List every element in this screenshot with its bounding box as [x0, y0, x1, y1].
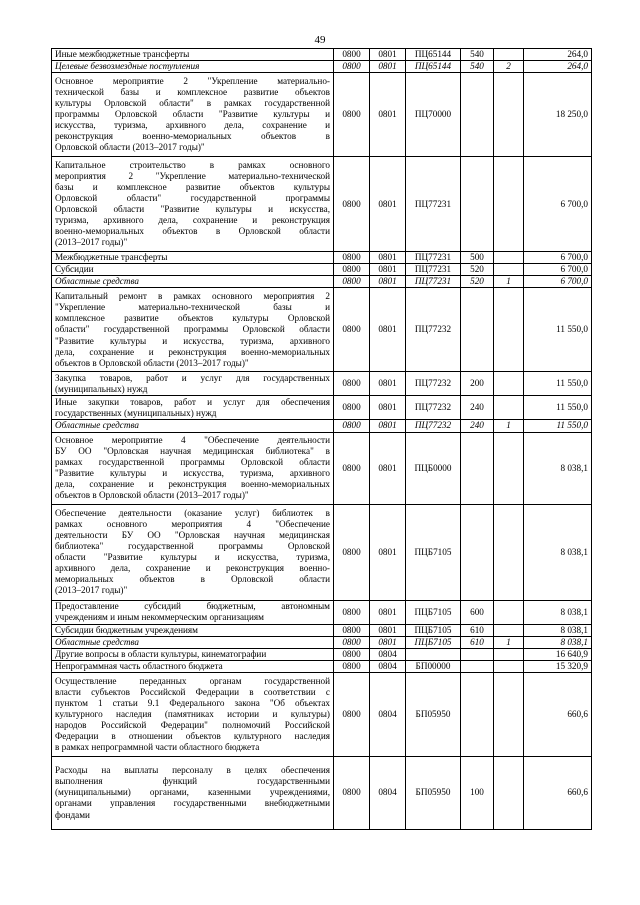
expense-type-cell: 600 [461, 600, 494, 624]
amount-cell: 6 700,0 [524, 264, 592, 276]
expense-name-line: культуры Орловской области" в рамках государственной [55, 98, 330, 109]
section-code-cell: 0800 [334, 504, 370, 600]
expense-name-line: Орловской области" государственной программы [55, 193, 330, 204]
source-code-cell: 1 [494, 420, 524, 432]
expense-name-line: государственных (муниципальных) нужд [55, 407, 217, 418]
target-item-cell: ПЦ77232 [406, 420, 461, 432]
subsection-code-cell: 0801 [370, 420, 406, 432]
page-number: 49 [314, 34, 326, 46]
expense-name-line: дела, сохранение и реконструкция военно-мемориальных [55, 479, 330, 490]
expense-name-line: искусства, туризма, архивного дела, сохранение и [55, 120, 330, 131]
expense-name-line: Осуществление переданных органам государственной [55, 675, 330, 686]
expense-type-cell [461, 432, 494, 504]
expense-name-line: библиотека" государственной программы Орловской [55, 540, 330, 551]
table-row [52, 648, 592, 660]
expense-type-cell: 240 [461, 420, 494, 432]
expense-name-cell [52, 73, 334, 157]
expense-name-line: БУ ОО "Орловская научная медицинская библиотека" в [55, 445, 330, 456]
expense-name-line: рамках государственной программы Орловской области [55, 456, 330, 467]
amount-cell: 11 550,0 [524, 372, 592, 396]
table-row [52, 600, 592, 624]
target-item-cell: ПЦ77231 [406, 264, 461, 276]
subsection-code-cell: 0801 [370, 504, 406, 600]
section-code-cell: 0800 [334, 372, 370, 396]
expense-type-cell: 240 [461, 396, 494, 420]
section-code-cell: 0800 [334, 276, 370, 288]
expense-type-cell [461, 504, 494, 600]
expense-name-cell [52, 600, 334, 624]
target-item-cell: ПЦ77232 [406, 396, 461, 420]
source-code-cell [494, 672, 524, 756]
subsection-code-cell: 0801 [370, 264, 406, 276]
subsection-code-cell: 0801 [370, 73, 406, 157]
expense-type-cell: 520 [461, 264, 494, 276]
expense-name-line: деятельности БУ ОО "Орловская научная медицинская [55, 529, 330, 540]
table-row [52, 756, 592, 829]
expense-type-cell: 200 [461, 372, 494, 396]
target-item-cell: ПЦ65144 [406, 49, 461, 61]
expense-name-line: Федерации в отношении объектов культурного наследия [55, 731, 330, 742]
target-item-cell: БП05950 [406, 672, 461, 756]
expense-type-cell [461, 660, 494, 672]
subsection-code-cell: 0801 [370, 432, 406, 504]
target-item-cell: ПЦБ7105 [406, 636, 461, 648]
target-item-cell [406, 648, 461, 660]
expense-name-line: "Развитие культуры и искусства, туризма, архивного [55, 335, 330, 346]
expense-name-line: Расходы на выплаты персоналу в целях обеспечения [55, 765, 330, 776]
amount-cell: 6 700,0 [524, 252, 592, 264]
source-code-cell [494, 756, 524, 829]
target-item-cell: ПЦБ0000 [406, 432, 461, 504]
expense-name-cell [52, 396, 334, 420]
expense-name-line: Иные закупки товаров, работ и услуг для обеспечения [55, 396, 330, 407]
table-row [52, 636, 592, 648]
table-row [52, 73, 592, 157]
target-item-cell: ПЦ77232 [406, 288, 461, 372]
expense-name-line: программы Орловской области "Развитие культуры и [55, 109, 330, 120]
amount-cell: 16 640,9 [524, 648, 592, 660]
amount-cell: 11 550,0 [524, 420, 592, 432]
expense-name-line: Иные межбюджетные трансферты [55, 49, 190, 59]
subsection-code-cell: 0804 [370, 672, 406, 756]
table-row [52, 660, 592, 672]
table-row [52, 624, 592, 636]
expense-type-cell [461, 157, 494, 252]
amount-cell: 660,6 [524, 672, 592, 756]
expense-name-line: органами управления государственными внебюджетными [55, 798, 330, 809]
section-code-cell: 0800 [334, 73, 370, 157]
subsection-code-cell: 0801 [370, 600, 406, 624]
expense-name-line: Другие вопросы в области культуры, кинематографии [55, 648, 267, 659]
subsection-code-cell: 0801 [370, 157, 406, 252]
source-code-cell [494, 73, 524, 157]
target-item-cell: БП05950 [406, 756, 461, 829]
expense-name-line: народов Российской Федерации" полномочий Российской [55, 719, 330, 730]
expense-name-line: мемориальных объектов в Орловской области [55, 574, 330, 585]
amount-cell: 264,0 [524, 49, 592, 61]
expense-name-line: реконструкция военно-мемориальных объектов в [55, 131, 330, 142]
expense-name-line: области "Развитие культуры и искусства, туризма, [55, 552, 330, 563]
expense-name-line: в рамках непрограммной части областного бюджета [55, 742, 260, 753]
expense-type-cell: 540 [461, 61, 494, 73]
expense-name-cell [52, 252, 334, 264]
subsection-code-cell: 0801 [370, 372, 406, 396]
expense-name-cell [52, 61, 334, 73]
table-row [52, 672, 592, 756]
expense-name-line: Основное мероприятие 4 "Обеспечение деятельности [55, 434, 330, 445]
expense-name-line: (муниципальных) нужд [55, 383, 148, 394]
expense-type-cell: 610 [461, 636, 494, 648]
expense-name-cell [52, 288, 334, 372]
expense-name-line: Основное мероприятие 2 "Укрепление материально- [55, 75, 330, 86]
table-row [52, 61, 592, 73]
source-code-cell [494, 396, 524, 420]
source-code-cell [494, 288, 524, 372]
budget-table [51, 48, 592, 830]
table-row [52, 252, 592, 264]
expense-name-line: Непрограммная часть областного бюджета [55, 660, 223, 671]
expense-name-line: объектов в Орловской области (2013–2017 годы)" [55, 357, 249, 368]
expense-name-cell [52, 504, 334, 600]
section-code-cell: 0800 [334, 49, 370, 61]
subsection-code-cell: 0801 [370, 276, 406, 288]
expense-name-cell [52, 420, 334, 432]
source-code-cell [494, 504, 524, 600]
target-item-cell: ПЦ77231 [406, 157, 461, 252]
amount-cell: 8 038,1 [524, 600, 592, 624]
expense-name-line: рамках основного мероприятия 4 "Обеспечение [55, 518, 330, 529]
expense-name-line: Капитальный ремонт в рамках основного мероприятия 2 [55, 291, 330, 302]
expense-name-line: Субсидии бюджетным учреждениям [55, 624, 198, 635]
target-item-cell: ПЦ70000 [406, 73, 461, 157]
section-code-cell: 0800 [334, 636, 370, 648]
expense-name-line: (муниципальными) органами, казенными учреждениями, [55, 787, 330, 798]
target-item-cell: ПЦ65144 [406, 61, 461, 73]
target-item-cell: ПЦБ7105 [406, 504, 461, 600]
expense-name-line: объектов в Орловской области (2013–2017 годы)" [55, 490, 249, 501]
expense-name-line: архивного дела, сохранение и реконструкция военно- [55, 563, 330, 574]
expense-name-line: Орловской области "Развитие культуры и искусства, [55, 204, 330, 215]
subsection-code-cell: 0801 [370, 49, 406, 61]
expense-type-cell: 500 [461, 252, 494, 264]
amount-cell: 15 320,9 [524, 660, 592, 672]
expense-name-cell [52, 648, 334, 660]
expense-type-cell: 540 [461, 49, 494, 61]
expense-name-cell [52, 624, 334, 636]
expense-name-cell [52, 264, 334, 276]
expense-name-line: Областные средства [55, 636, 140, 647]
section-code-cell: 0800 [334, 660, 370, 672]
source-code-cell: 1 [494, 276, 524, 288]
expense-name-cell [52, 157, 334, 252]
expense-name-line: комплексное развитие объектов культуры Орловской [55, 313, 330, 324]
table-row [52, 504, 592, 600]
target-item-cell: ПЦ77231 [406, 276, 461, 288]
expense-type-cell: 610 [461, 624, 494, 636]
source-code-cell [494, 624, 524, 636]
amount-cell: 8 038,1 [524, 624, 592, 636]
expense-name-cell [52, 672, 334, 756]
amount-cell: 6 700,0 [524, 276, 592, 288]
amount-cell: 660,6 [524, 756, 592, 829]
source-code-cell [494, 600, 524, 624]
source-code-cell [494, 648, 524, 660]
expense-name-line: технической базы и комплексное развитие объектов [55, 86, 330, 97]
expense-name-line: базы и комплексное развитие объектов культуры [55, 182, 330, 192]
expense-name-line: военно-мемориальных объектов в Орловской области [55, 226, 330, 237]
subsection-code-cell: 0804 [370, 756, 406, 829]
expense-type-cell [461, 648, 494, 660]
expense-name-cell [52, 372, 334, 396]
target-item-cell: БП00000 [406, 660, 461, 672]
expense-name-line: выполнения функций государственными [55, 776, 330, 787]
amount-cell: 8 038,1 [524, 504, 592, 600]
source-code-cell: 1 [494, 636, 524, 648]
expense-name-line: Областные средства [55, 276, 140, 287]
table-row [52, 157, 592, 252]
expense-name-line: "Развитие культуры и искусства, туризма, архивного [55, 468, 330, 479]
expense-name-line: дела, сохранение и реконструкция военно-мемориальных [55, 346, 330, 357]
amount-cell: 6 700,0 [524, 157, 592, 252]
expense-name-line: Обеспечение деятельности (оказание услуг) библиотек в [55, 507, 330, 518]
target-item-cell: ПЦБ7105 [406, 600, 461, 624]
expense-name-cell [52, 636, 334, 648]
subsection-code-cell: 0804 [370, 660, 406, 672]
expense-name-cell [52, 660, 334, 672]
subsection-code-cell: 0804 [370, 648, 406, 660]
expense-name-line: области" государственной программы Орловской области [55, 324, 330, 335]
amount-cell: 264,0 [524, 61, 592, 73]
subsection-code-cell: 0801 [370, 61, 406, 73]
table-row [52, 288, 592, 372]
expense-name-line: Субсидии [55, 264, 94, 275]
target-item-cell: ПЦ77231 [406, 252, 461, 264]
expense-name-line: власти субъектов Российской Федерации в соответствии с [55, 686, 330, 697]
expense-name-line: культурного наследия (памятниках истории и культуры) [55, 708, 330, 719]
subsection-code-cell: 0801 [370, 624, 406, 636]
expense-type-cell: 520 [461, 276, 494, 288]
amount-cell: 11 550,0 [524, 288, 592, 372]
expense-name-line: (2013–2017 годы)" [55, 585, 128, 596]
expense-name-line: "Укрепление материально-технической базы и [55, 302, 330, 313]
subsection-code-cell: 0801 [370, 252, 406, 264]
table-row [52, 420, 592, 432]
section-code-cell: 0800 [334, 624, 370, 636]
expense-type-cell [461, 672, 494, 756]
table-row [52, 276, 592, 288]
amount-cell: 11 550,0 [524, 396, 592, 420]
section-code-cell: 0800 [334, 252, 370, 264]
section-code-cell: 0800 [334, 756, 370, 829]
amount-cell: 18 250,0 [524, 73, 592, 157]
section-code-cell: 0800 [334, 648, 370, 660]
target-item-cell: ПЦ77232 [406, 372, 461, 396]
expense-name-line: (2013–2017 годы)" [55, 237, 128, 248]
source-code-cell [494, 157, 524, 252]
source-code-cell [494, 264, 524, 276]
section-code-cell: 0800 [334, 264, 370, 276]
expense-type-cell [461, 73, 494, 157]
table-row [52, 396, 592, 420]
section-code-cell: 0800 [334, 61, 370, 73]
expense-name-line: мероприятия 2 "Укрепление материально-технической [55, 170, 330, 181]
amount-cell: 8 038,1 [524, 432, 592, 504]
source-code-cell [494, 660, 524, 672]
expense-name-cell [52, 49, 334, 61]
expense-name-line: учреждениям и иным некоммерческим организациям [55, 612, 264, 623]
expense-name-line: Капитальное строительство в рамках основного [55, 159, 330, 170]
target-item-cell: ПЦБ7105 [406, 624, 461, 636]
table-row [52, 432, 592, 504]
section-code-cell: 0800 [334, 420, 370, 432]
table-row [52, 372, 592, 396]
expense-name-line: фондами [55, 809, 90, 820]
subsection-code-cell: 0801 [370, 396, 406, 420]
table-row [52, 49, 592, 61]
source-code-cell: 2 [494, 61, 524, 73]
subsection-code-cell: 0801 [370, 288, 406, 372]
source-code-cell [494, 372, 524, 396]
subsection-code-cell: 0801 [370, 636, 406, 648]
amount-cell: 8 038,1 [524, 636, 592, 648]
section-code-cell: 0800 [334, 396, 370, 420]
section-code-cell: 0800 [334, 157, 370, 252]
section-code-cell: 0800 [334, 672, 370, 756]
section-code-cell: 0800 [334, 432, 370, 504]
expense-type-cell [461, 288, 494, 372]
expense-name-line: Целевые безвозмездные поступления [55, 61, 200, 72]
expense-name-line: Закупка товаров, работ и услуг для государственных [55, 372, 330, 383]
section-code-cell: 0800 [334, 288, 370, 372]
section-code-cell: 0800 [334, 600, 370, 624]
expense-name-cell [52, 276, 334, 288]
expense-type-cell: 100 [461, 756, 494, 829]
source-code-cell [494, 252, 524, 264]
expense-name-line: Межбюджетные трансферты [55, 252, 168, 263]
expense-name-line: туризма, архивного дела, сохранение и реконструкция [55, 215, 330, 226]
expense-name-line: пунктом 1 статьи 9.1 Федерального закона "Об объектах [55, 697, 330, 708]
table-row [52, 264, 592, 276]
expense-name-cell [52, 756, 334, 829]
expense-name-line: Областные средства [55, 420, 140, 431]
expense-name-cell [52, 432, 334, 504]
source-code-cell [494, 49, 524, 61]
expense-name-line: Орловской области (2013–2017 годы)" [55, 142, 205, 153]
source-code-cell [494, 432, 524, 504]
expense-name-line: Предоставление субсидий бюджетным, автономным [55, 600, 330, 611]
